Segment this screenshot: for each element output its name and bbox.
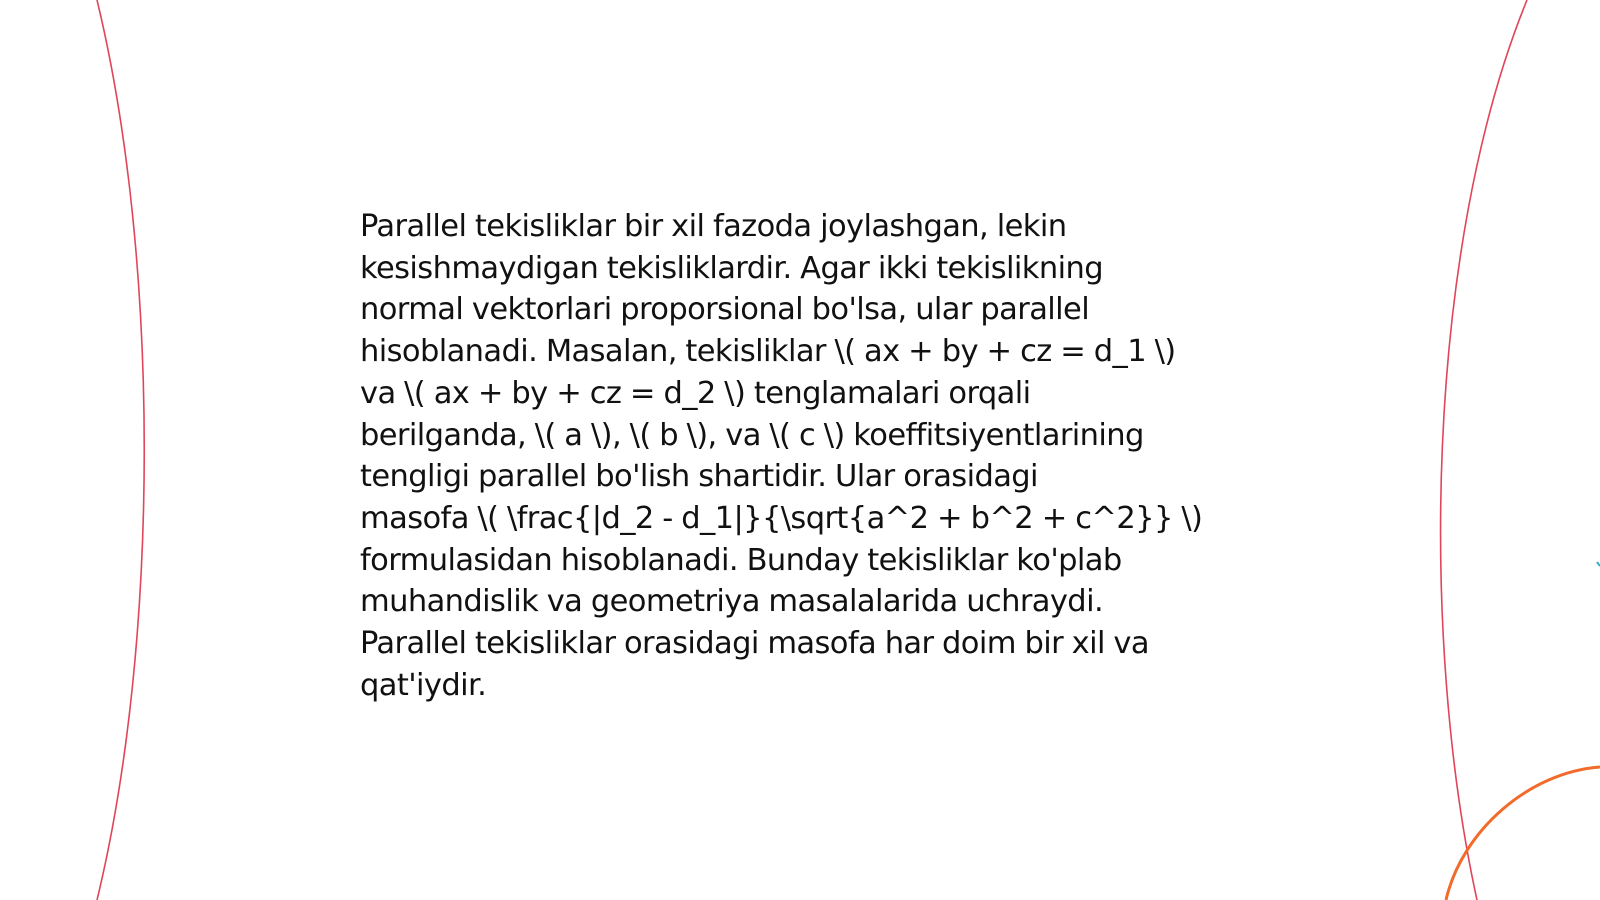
left-curve-line	[97, 0, 144, 900]
right-curve-line	[1441, 0, 1527, 900]
body-line: qat'iydir.	[360, 667, 487, 703]
slide-body-text	[360, 206, 1260, 706]
body-line: tengligi parallel bo'lish shartidir. Ular orasidagi	[360, 459, 1038, 495]
body-line: hisoblanadi. Masalan, tekisliklar \( ax + by + cz = d_1 \)	[360, 334, 1176, 370]
body-line: masofa \( \frac{|d_2 - d_1|}{\sqrt{a^2 + b^2 + c^2}} \)	[360, 500, 1203, 536]
body-line: Parallel tekisliklar bir xil fazoda joylashgan, lekin	[360, 209, 1067, 244]
body-line: kesishmaydigan tekisliklardir. Agar ikki tekislikning	[360, 250, 1103, 286]
body-line: Parallel tekisliklar orasidagi masofa har doim bir xil va	[360, 626, 1149, 662]
body-line: normal vektorlari proporsional bo'lsa, ular parallel	[360, 292, 1090, 328]
body-line: va \( ax + by + cz = d_2 \) tenglamalari orqali	[360, 375, 1031, 411]
body-line: formulasidan hisoblanadi. Bunday tekisliklar ko'plab	[360, 542, 1122, 578]
body-line: muhandislik va geometriya masalalarida uchraydi.	[360, 584, 1104, 620]
body-line: berilganda, \( a \), \( b \), va \( c \) koeffitsiyentlarining	[360, 417, 1144, 453]
orange-arc	[1446, 767, 1600, 900]
